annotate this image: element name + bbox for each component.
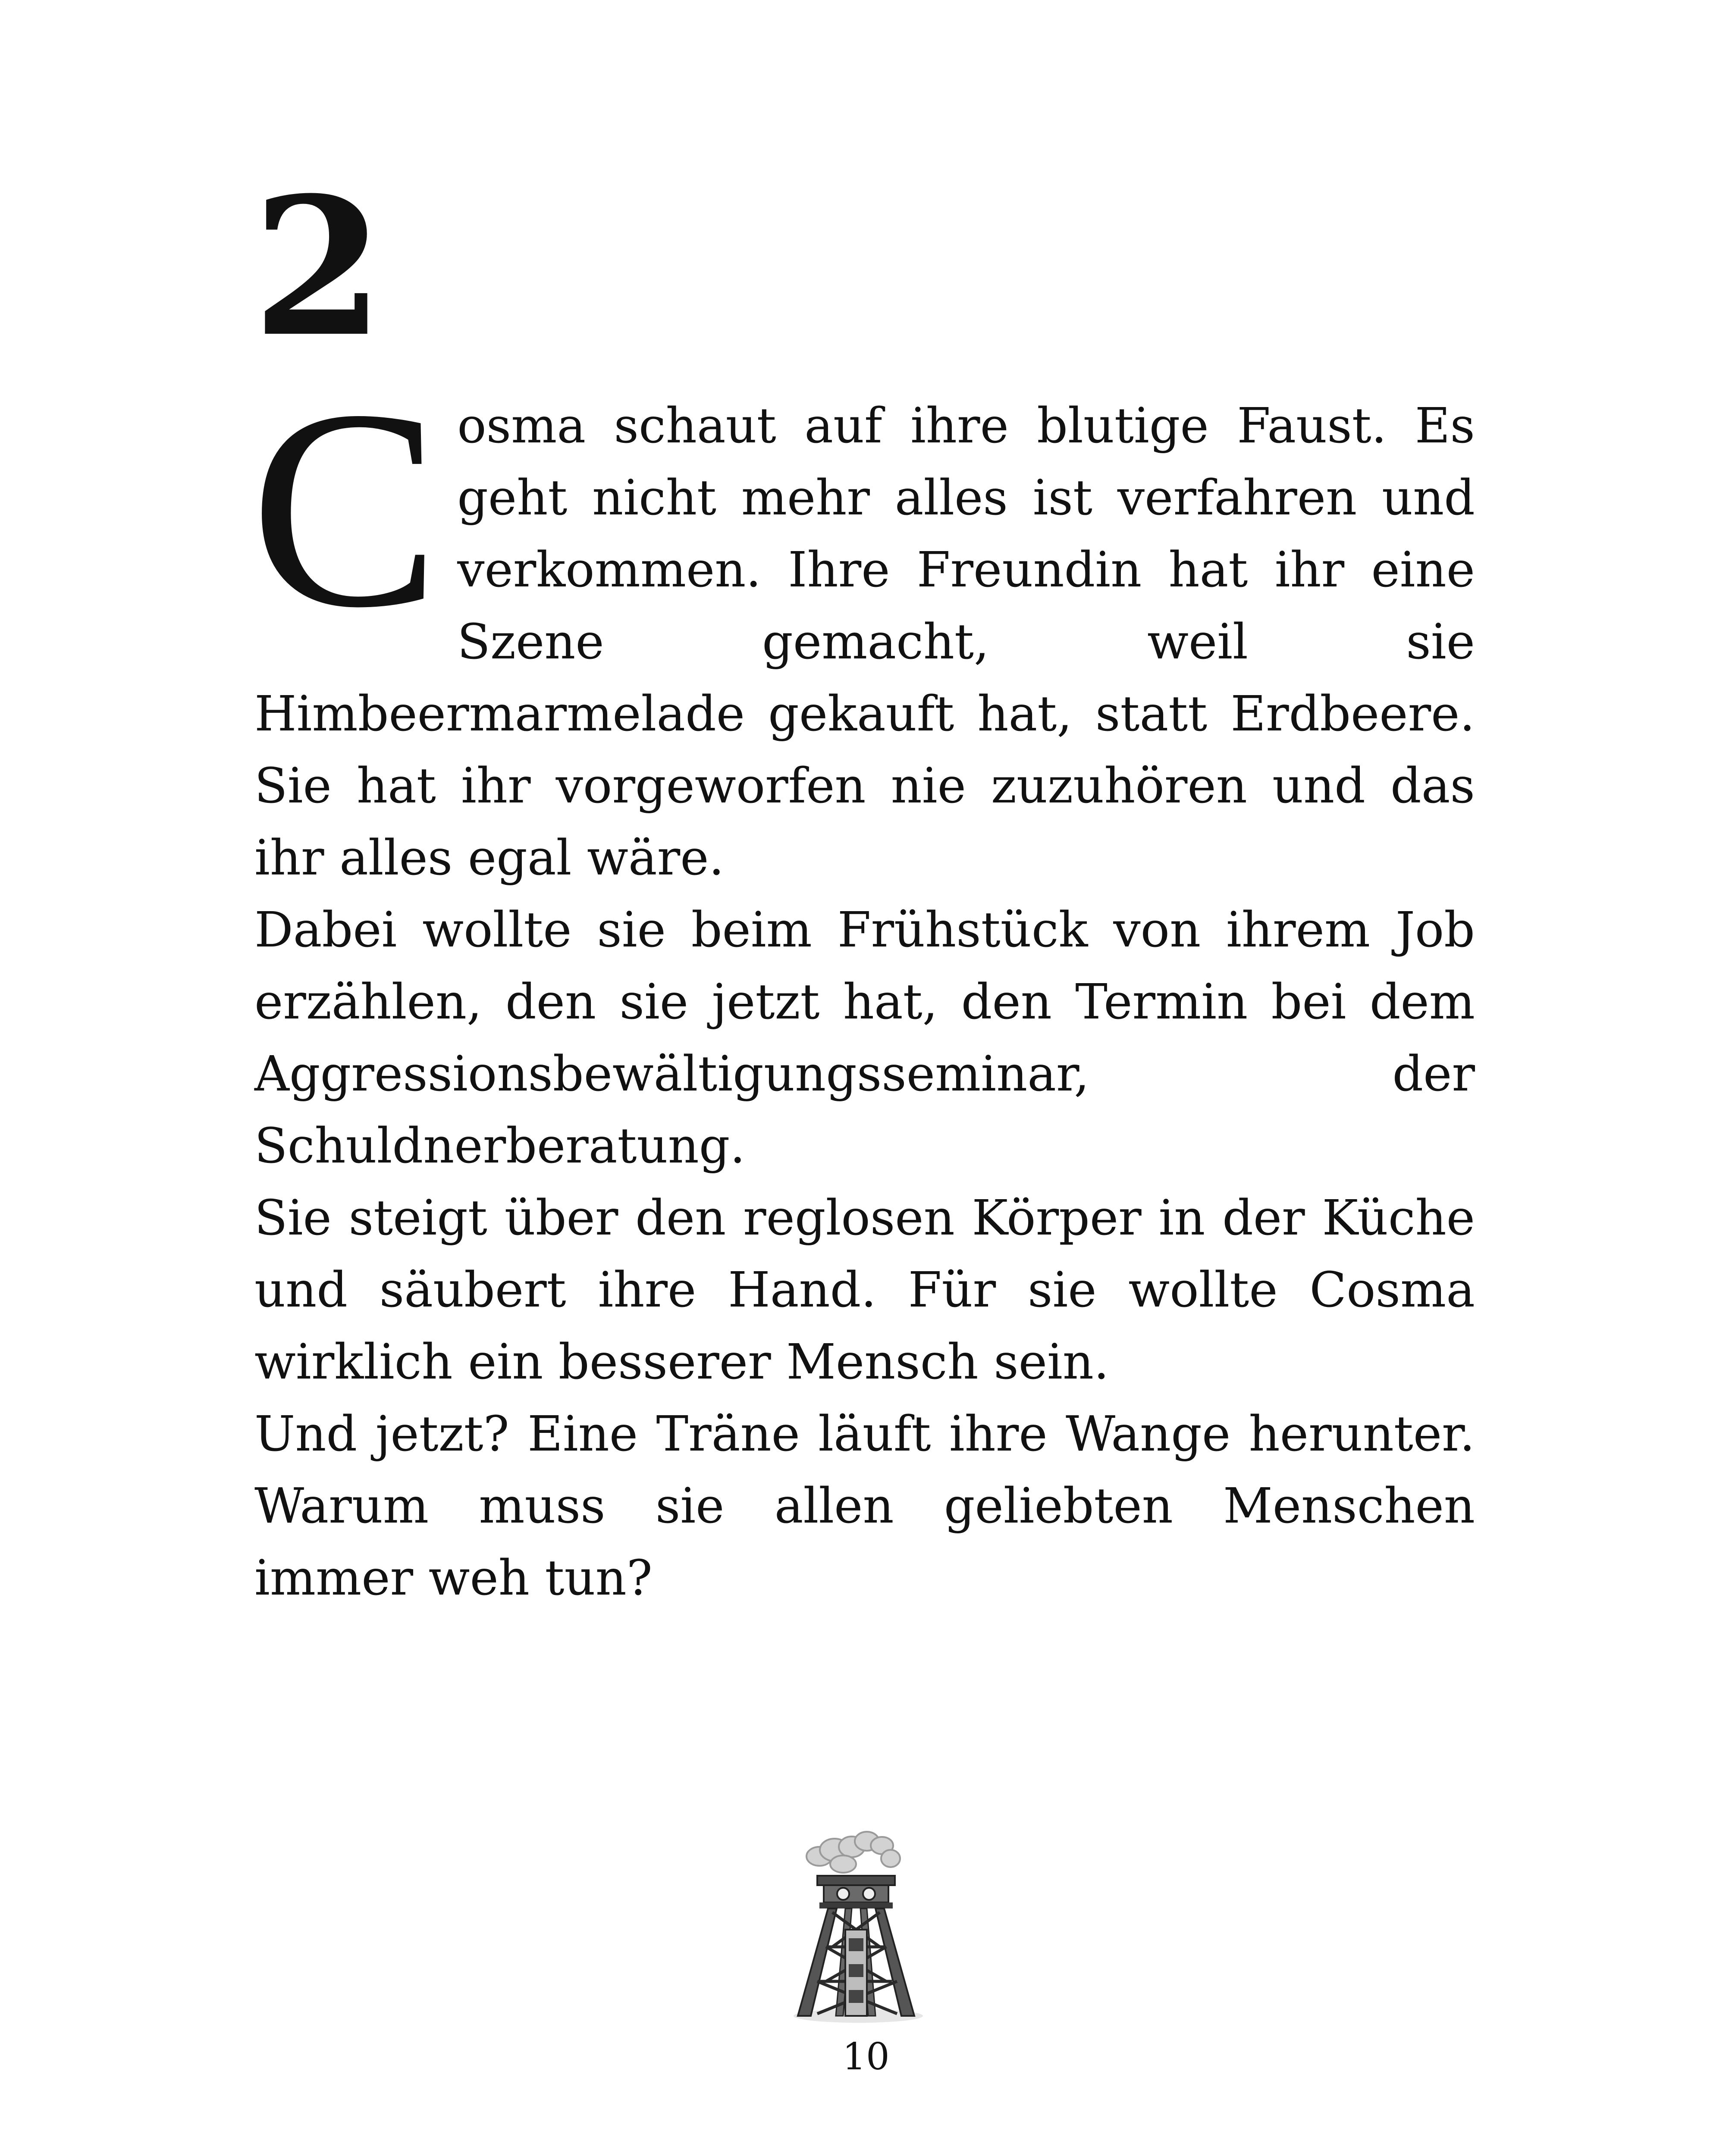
- chapter-number: 2: [252, 156, 385, 379]
- paragraph-2: Dabei wollte sie beim Frühstück von ihrem Job erzählen, den sie jetzt hat, den Termin bei dem Aggressionsbewältigungsseminar, der Schuldnerberatung.: [254, 902, 1475, 1174]
- paragraph-3: Sie steigt über den reglosen Körper in der Küche und säubert ihre Hand. Für sie wollte Cosma wirklich ein besserer Mensch sein.: [254, 1190, 1475, 1390]
- paragraph-1-text: osma schaut auf ihre blutige Faust. Es geht nicht mehr alles ist verfahren und verkommen. Ihre Freundin hat ihr eine Szene gemacht, weil sie Himbeermarmelade gekauft hat, statt Erdbeere. Sie hat ihr vorgeworfen nie zuzuhören und das ihr alles egal wäre.: [254, 398, 1475, 886]
- story-text: [250, 351, 1475, 1614]
- paragraph-1: [250, 351, 1475, 894]
- dropcap-letter: C: [250, 351, 440, 666]
- page-number: 10: [842, 2035, 890, 2078]
- paragraph-4: Und jetzt? Eine Träne läuft ihre Wange herunter. Warum muss sie allen geliebten Menschen immer weh tun?: [254, 1406, 1475, 1606]
- mine-headframe-icon: [794, 1826, 940, 2024]
